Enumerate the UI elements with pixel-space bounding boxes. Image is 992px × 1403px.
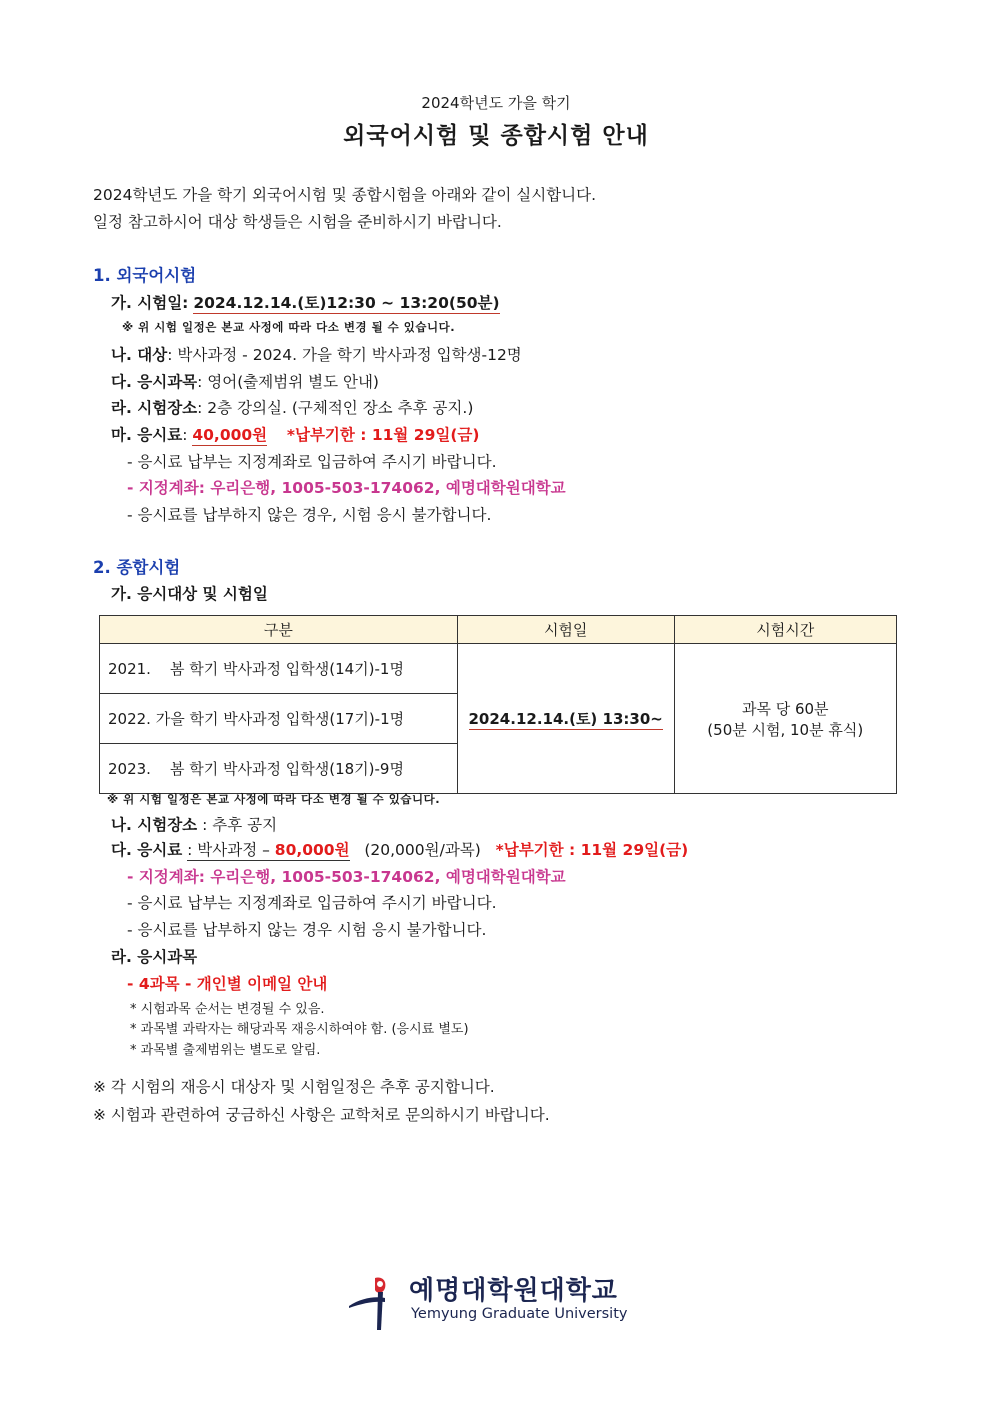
table-date-value: 2024.12.14.(토) 13:30~ xyxy=(468,710,663,728)
foreign-exam-bullet-payment: - 응시료 납부는 지정계좌로 입금하여 주시기 바랍니다. xyxy=(127,453,497,471)
comprehensive-fee-label: 다. 응시료 xyxy=(111,841,183,859)
foreign-exam-place-label: 라. 시험장소 xyxy=(111,399,198,417)
comprehensive-place-label: 나. 시험장소 xyxy=(111,816,198,834)
comprehensive-star-note-3: * 과목별 출제범위는 별도로 알림. xyxy=(130,1043,321,1058)
document-title: 외국어시험 및 종합시험 안내 xyxy=(343,123,649,149)
table-cell-category: 2021. 봄 학기 박사과정 입학생(14기)-1명 xyxy=(100,644,458,694)
table-time-line-1: 과목 당 60분 xyxy=(741,699,829,718)
intro-line-2: 일정 참고하시어 대상 학생들은 시험을 준비하시기 바랍니다. xyxy=(93,213,502,231)
university-name-korean: 예명대학원대학교 xyxy=(409,1276,618,1306)
document-subtitle: 2024학년도 가을 학기 xyxy=(421,94,571,112)
foreign-exam-date-value: 2024.12.14.(토)12:30 ~ 13:20(50분) xyxy=(193,294,500,312)
table-header-category: 구분 xyxy=(100,616,458,644)
foreign-exam-fee-value: 40,000원 xyxy=(192,426,268,444)
foreign-exam-date-label: 가. 시험일: xyxy=(111,294,189,312)
foreign-exam-fee xyxy=(111,423,480,445)
comprehensive-change-note: ※ 위 시험 일정은 본교 사정에 따라 다소 변경 될 수 있습니다. xyxy=(107,792,441,806)
comprehensive-place xyxy=(111,813,277,835)
comprehensive-subject-label: 라. 응시과목 xyxy=(111,948,198,966)
foreign-exam-bullet-nonpayment: - 응시료를 납부하지 않은 경우, 시험 응시 불가합니다. xyxy=(127,506,492,524)
table-header-row xyxy=(100,616,897,644)
foreign-exam-bullet-account: - 지정계좌: 우리은행, 1005-503-174062, 예명대학원대학교 xyxy=(127,479,566,497)
table-cell-time xyxy=(674,644,896,794)
foreign-exam-fee-deadline: *납부기한 : 11월 29일(금) xyxy=(286,426,480,444)
university-logo xyxy=(345,1270,645,1338)
comprehensive-fee-per-subject: (20,000원/과목) xyxy=(364,841,481,859)
comprehensive-bullet-nonpayment: - 응시료를 납부하지 않는 경우 시험 응시 불가합니다. xyxy=(127,921,487,939)
comprehensive-bullet-account: - 지정계좌: 우리은행, 1005-503-174062, 예명대학원대학교 xyxy=(127,868,566,886)
comprehensive-fee-prefix: : 박사과정 – xyxy=(187,841,275,859)
comprehensive-star-note-1: * 시험과목 순서는 변경될 수 있음. xyxy=(130,1002,325,1017)
table-time-line-2: (50분 시험, 10분 휴식) xyxy=(707,720,864,739)
table-header-time: 시험시간 xyxy=(674,616,896,644)
foreign-exam-fee-label: 마. 응시료 xyxy=(111,426,183,444)
table-cell-category: 2022. 가을 학기 박사과정 입학생(17기)-1명 xyxy=(100,694,458,744)
comprehensive-bullet-payment: - 응시료 납부는 지정계좌로 입금하여 주시기 바랍니다. xyxy=(127,894,497,912)
comprehensive-target-label-text: 가. 응시대상 및 시험일 xyxy=(111,585,268,603)
foreign-exam-fee-colon: : xyxy=(182,426,188,444)
foreign-exam-subject xyxy=(111,370,379,392)
intro-line-1: 2024학년도 가을 학기 외국어시험 및 종합시험을 아래와 같이 실시합니다. xyxy=(93,186,597,204)
comprehensive-subject-value: - 4과목 - 개인별 이메일 안내 xyxy=(127,975,328,993)
foreign-exam-place xyxy=(111,396,473,418)
foreign-exam-subject-label: 다. 응시과목 xyxy=(111,373,198,391)
table-cell-category: 2023. 봄 학기 박사과정 입학생(18기)-9명 xyxy=(100,744,458,794)
comprehensive-schedule-table xyxy=(99,615,897,794)
foreign-exam-place-value: : 2층 강의실. (구체적인 장소 추후 공지.) xyxy=(197,399,474,417)
footnote-1: ※ 각 시험의 재응시 대상자 및 시험일정은 추후 공지합니다. xyxy=(93,1078,495,1096)
section-comprehensive-heading: 2. 종합시험 xyxy=(93,558,181,577)
foreign-exam-date xyxy=(111,291,500,313)
comprehensive-target-label xyxy=(111,582,268,604)
table-header-date: 시험일 xyxy=(457,616,674,644)
foreign-exam-target-label: 나. 대상 xyxy=(111,346,168,364)
footnote-2: ※ 시험과 관련하여 궁금하신 사항은 교학처로 문의하시기 바랍니다. xyxy=(93,1106,550,1124)
university-name-english: Yemyung Graduate University xyxy=(411,1306,628,1322)
comprehensive-star-note-2: * 과목별 과락자는 해당과목 재응시하여야 함. (응시료 별도) xyxy=(130,1022,469,1037)
foreign-exam-change-note: ※ 위 시험 일정은 본교 사정에 따라 다소 변경 될 수 있습니다. xyxy=(122,320,456,334)
university-emblem-icon xyxy=(345,1272,407,1336)
foreign-exam-target-value: : 박사과정 - 2024. 가을 학기 박사과정 입학생-12명 xyxy=(167,346,522,364)
foreign-exam-subject-value: : 영어(출제범위 별도 안내) xyxy=(197,373,379,391)
section-foreign-language-heading: 1. 외국어시험 xyxy=(93,266,197,285)
comprehensive-place-value: : 추후 공지 xyxy=(202,816,278,834)
foreign-exam-target xyxy=(111,343,522,365)
comprehensive-fee xyxy=(111,838,688,860)
comprehensive-fee-deadline: *납부기한 : 11월 29일(금) xyxy=(495,841,689,859)
table-row xyxy=(100,644,897,694)
comprehensive-fee-value: 80,000원 xyxy=(274,841,350,859)
table-cell-date xyxy=(457,644,674,794)
comprehensive-fee-amount xyxy=(187,841,349,861)
comprehensive-subject xyxy=(111,945,197,967)
